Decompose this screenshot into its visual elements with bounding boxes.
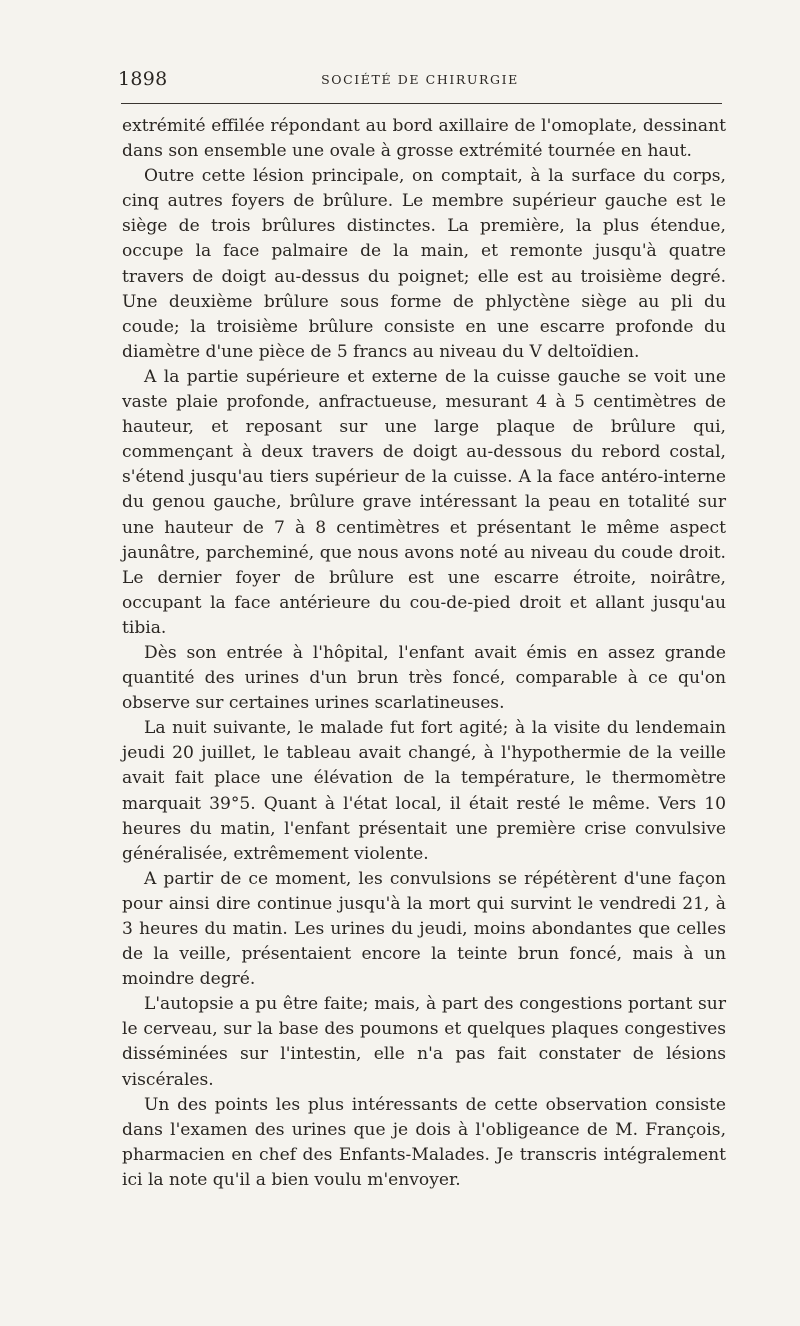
paragraph: extrémité effilée répondant au bord axillaire de l'omoplate, dessinant dans son ensemble une ovale à grosse extrémité tournée en haut. [122, 116, 726, 162]
paragraph: Outre cette lésion principale, on comptait, à la surface du corps, cinq autres foyers de brûlure. Le membre supérieur gauche est le siège de trois brûlures distinctes. La première, la plus étendue, occupe la face palmaire de la main, et remonte jusqu'à quatre travers de doigt au-dessus du poignet; elle est au troisième degré. Une deuxième brûlure sous forme de phlyctène siège au pli du coude; la troisième brûlure consiste en une escarre profonde du diamètre d'une pièce de 5 francs au niveau du V deltoïdien. [122, 166, 726, 362]
paragraph: Dès son entrée à l'hôpital, l'enfant avait émis en assez grande quantité des urines d'un brun très foncé, comparable à ce qu'on observe sur certaines urines scarlatineuses. [122, 642, 726, 714]
paragraph: Un des points les plus intéressants de cette observation consiste dans l'examen des urines que je dois à l'obligeance de M. François, pharmacien en chef des Enfants-Malades. Je transcris intégralement ici la note qu'il a bien voulu m'envoyer. [122, 1094, 726, 1190]
page-number: 1898 [118, 68, 168, 90]
paragraph: A la partie supérieure et externe de la cuisse gauche se voit une vaste plaie profonde, anfractueuse, mesurant 4 à 5 centimètres de hauteur, et reposant sur une large plaque de brûlure qui, commençant à deux travers de doigt au-dessous du rebord costal, s'étend jusqu'au tiers supérieur de la cuisse. A la face antéro-interne du genou gauche, brûlure grave intéressant la peau en totalité sur une hauteur de 7 à 8 centimètres et présentant le même aspect jaunâtre, parcheminé, que nous avons noté au niveau du coude droit. Le dernier foyer de brûlure est une escarre étroite, noirâtre, occupant la face antérieure du cou-de-pied droit et allant jusqu'au tibia. [122, 366, 726, 638]
page-header [118, 68, 722, 92]
running-title: SOCIÉTÉ DE CHIRURGIE [321, 72, 519, 87]
paragraph: La nuit suivante, le malade fut fort agité; à la visite du lendemain jeudi 20 juillet, le tableau avait changé, à l'hypothermie de la veille avait fait place une élévation de la température, le thermomètre marquait 39°5. Quant à l'état local, il était resté le même. Vers 10 heures du matin, l'enfant présentait une première crise convulsive généralisée, extrêmement violente. [122, 718, 726, 864]
body-text [122, 114, 726, 1193]
header-divider [121, 103, 722, 104]
paragraph: A partir de ce moment, les convulsions se répétèrent d'une façon pour ainsi dire continue jusqu'à la mort qui survint le vendredi 21, à 3 heures du matin. Les urines du jeudi, moins abondantes que celles de la veille, présentaient encore la teinte brun foncé, mais à un moindre degré. [122, 868, 726, 990]
paragraph: L'autopsie a pu être faite; mais, à part des congestions portant sur le cerveau, sur la base des poumons et quelques plaques congestives disséminées sur l'intestin, elle n'a pas fait constater de lésions viscérales. [122, 994, 726, 1090]
